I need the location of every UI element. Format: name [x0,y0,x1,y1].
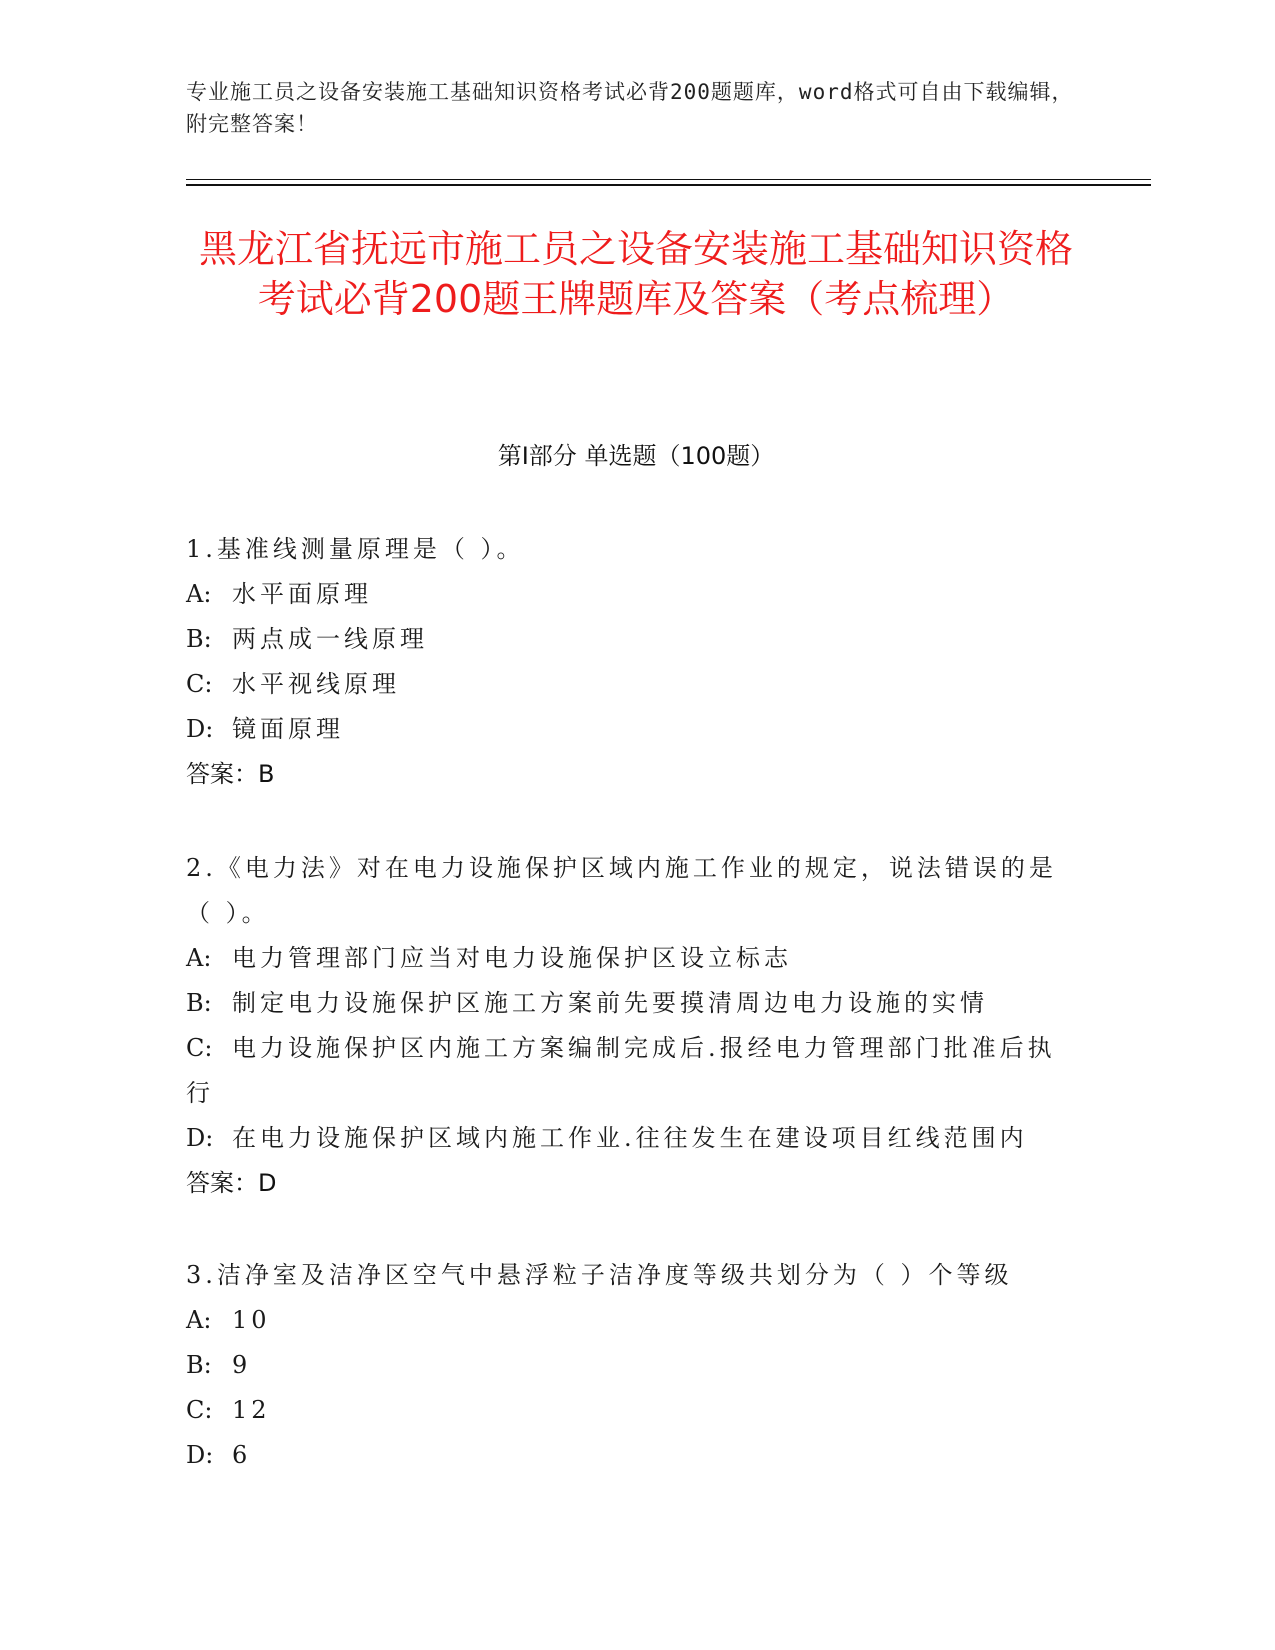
option-a [186,572,1066,617]
option-d [186,707,1066,752]
option-b [186,617,1066,662]
option-c [186,662,1066,707]
option-b [186,981,1066,1026]
option-a [186,1298,1066,1343]
option-text: 12 [232,1396,271,1424]
option-text: 镜面原理 [232,715,344,743]
answer: 答案：D [186,1169,277,1197]
option-a [186,936,1066,981]
option-text: 水平面原理 [232,580,372,608]
section-heading: 第Ⅰ部分 单选题（100题） [497,442,775,470]
header-divider-thick [186,184,1151,186]
option-c [186,1388,1066,1433]
option-text: 9 [232,1351,252,1379]
option-b [186,1343,1066,1388]
option-text: 6 [232,1441,252,1469]
answer: 答案：B [186,760,275,788]
option-letter: D: [186,1441,214,1469]
question-stem: 1.基准线测量原理是（ ）。 [186,535,525,563]
option-d [186,1433,1066,1478]
question-stem: 2.《电力法》对在电力设施保护区域内施工作业的规定，说法错误的是（ ）。 [186,854,1057,927]
option-text: 电力管理部门应当对电力设施保护区设立标志 [232,944,792,972]
option-text: 电力设施保护区内施工方案编制完成后.报经电力管理部门批准后执行 [186,1034,1056,1107]
option-text: 10 [232,1306,271,1334]
option-letter: D: [186,1124,214,1152]
question-stem: 3.洁净室及洁净区空气中悬浮粒子洁净度等级共划分为（ ）个等级 [186,1261,1013,1289]
option-letter: A: [186,580,212,608]
option-letter: C: [186,1396,213,1424]
option-text: 两点成一线原理 [232,625,428,653]
option-letter: B: [186,1351,212,1379]
header-divider-thin [186,179,1151,180]
question-3 [186,1253,1066,1478]
option-letter: A: [186,944,212,972]
option-text: 制定电力设施保护区施工方案前先要摸清周边电力设施的实情 [232,989,988,1017]
option-d [186,1116,1066,1161]
document-title: 黑龙江省抚远市施工员之设备安装施工基础知识资格考试必背200题王牌题库及答案（考点梳理） [198,227,1073,321]
option-letter: B: [186,625,212,653]
option-letter: B: [186,989,212,1017]
question-1 [186,527,1066,797]
option-letter: C: [186,1034,213,1062]
option-text: 在电力设施保护区域内施工作业.往往发生在建设项目红线范围内 [232,1124,1028,1152]
option-letter: A: [186,1306,212,1334]
option-text: 水平视线原理 [232,670,400,698]
option-letter: C: [186,670,213,698]
option-c [186,1026,1066,1116]
header-note: 专业施工员之设备安装施工基础知识资格考试必背200题题库，word格式可自由下载编辑，附完整答案！ [186,80,1074,136]
question-2 [186,846,1066,1206]
option-letter: D: [186,715,214,743]
